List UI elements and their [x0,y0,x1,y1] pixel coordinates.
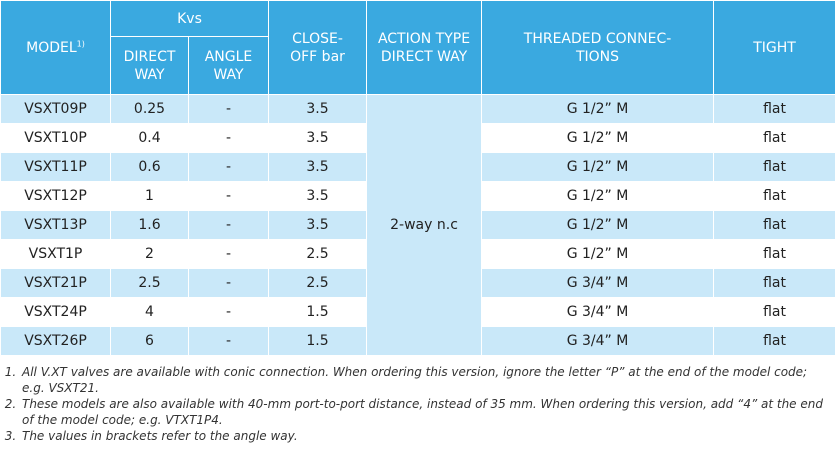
cell-close-off: 1.5 [269,298,367,327]
header-kvs: Kvs [111,1,269,37]
cell-direct-way: 0.6 [111,153,189,182]
cell-model: VSXT26P [1,327,111,356]
cell-angle-way: - [189,240,269,269]
cell-thread: G 1/2” M [482,240,714,269]
table-header [1,1,835,95]
cell-direct-way: 2 [111,240,189,269]
cell-tight: flat [714,95,835,124]
cell-action-type: 2-way n.c [367,95,482,356]
cell-tight: flat [714,269,835,298]
cell-thread: G 1/2” M [482,211,714,240]
cell-angle-way: - [189,327,269,356]
cell-angle-way: - [189,124,269,153]
header-action-type: ACTION TYPE DIRECT WAY [367,1,482,95]
cell-close-off: 3.5 [269,124,367,153]
cell-model: VSXT24P [1,298,111,327]
cell-model: VSXT1P [1,240,111,269]
header-direct-way: DIRECT WAY [111,37,189,95]
cell-thread: G 3/4” M [482,269,714,298]
cell-tight: flat [714,124,835,153]
cell-tight: flat [714,211,835,240]
cell-thread: G 1/2” M [482,182,714,211]
cell-close-off: 3.5 [269,182,367,211]
cell-model: VSXT11P [1,153,111,182]
footnote: 1. All V.XT valves are available with conic connection. When ordering this version, ignore the letter “P” at the end of the model code; e.g. VSXT21. [20,364,832,396]
cell-direct-way: 2.5 [111,269,189,298]
header-threaded-connections: THREADED CONNEC- TIONS [482,1,714,95]
cell-tight: flat [714,298,835,327]
cell-thread: G 1/2” M [482,124,714,153]
header-close-off: CLOSE- OFF bar [269,1,367,95]
footnotes [6,364,832,444]
footnote: 3. The values in brackets refer to the angle way. [20,428,832,444]
cell-angle-way: - [189,269,269,298]
cell-direct-way: 6 [111,327,189,356]
table-body [1,95,835,356]
cell-model: VSXT12P [1,182,111,211]
cell-tight: flat [714,182,835,211]
cell-model: VSXT13P [1,211,111,240]
cell-close-off: 3.5 [269,153,367,182]
cell-thread: G 1/2” M [482,153,714,182]
cell-direct-way: 0.4 [111,124,189,153]
cell-angle-way: - [189,298,269,327]
cell-thread: G 1/2” M [482,95,714,124]
cell-angle-way: - [189,95,269,124]
cell-model: VSXT21P [1,269,111,298]
cell-close-off: 2.5 [269,240,367,269]
cell-tight: flat [714,240,835,269]
cell-angle-way: - [189,182,269,211]
cell-tight: flat [714,153,835,182]
cell-angle-way: - [189,153,269,182]
header-tight: TIGHT [714,1,835,95]
cell-thread: G 3/4” M [482,327,714,356]
header-angle-way: ANGLE WAY [189,37,269,95]
cell-close-off: 3.5 [269,211,367,240]
cell-angle-way: - [189,211,269,240]
cell-direct-way: 4 [111,298,189,327]
cell-close-off: 1.5 [269,327,367,356]
cell-direct-way: 1 [111,182,189,211]
cell-thread: G 3/4” M [482,298,714,327]
cell-direct-way: 1.6 [111,211,189,240]
cell-direct-way: 0.25 [111,95,189,124]
table-row [1,95,835,124]
cell-model: VSXT09P [1,95,111,124]
cell-model: VSXT10P [1,124,111,153]
cell-close-off: 2.5 [269,269,367,298]
cell-close-off: 3.5 [269,95,367,124]
footnote: 2. These models are also available with 40-mm port-to-port distance, instead of 35 mm. When ordering this version, add “4” at the end of the model code; e.g. VTXT1P4. [20,396,832,428]
header-model: MODEL$^{1)}$ [1,1,111,95]
cell-tight: flat [714,327,835,356]
